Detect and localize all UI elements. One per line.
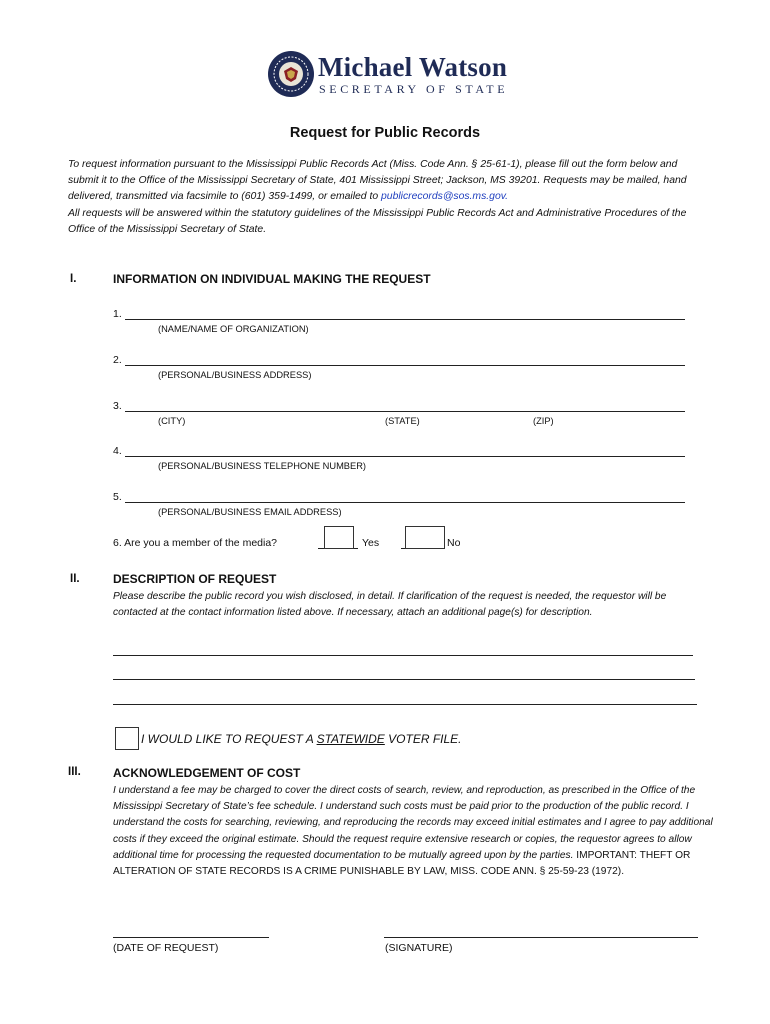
section2-heading: DESCRIPTION OF REQUEST [113,572,277,586]
voter-label-post: VOTER FILE. [384,732,462,746]
intro-line1: To request information pursuant to the Mississippi Public Records Act (Miss. Code Ann. § 25-61-1), please fill out the form below and submit it to the Office of the Mississippi Secretary of State, 401 Mississippi Street; Jackson, MS 39201. Requests may be mailed, hand delivered, transmitted via facsimile to (601) 359-1499, or emailed to [68,159,687,203]
intro-line2: All requests will be answered within the statutory guidelines of the Mississippi Public Records Act and Administrative Procedures of the Office of the Mississippi Secretary of State. [68,207,687,235]
address-field[interactable] [125,365,685,366]
media-no-label: No [447,537,461,549]
state-seal-icon [268,51,314,97]
statewide-voter-file-label [141,732,462,746]
media-yes-checkbox[interactable] [324,526,354,549]
email-field[interactable] [125,502,685,503]
field1-number: 1. [113,308,122,320]
media-no-checkbox[interactable] [405,526,445,549]
voter-label-pre: I WOULD LIKE TO REQUEST A [141,732,317,746]
email-link[interactable]: publicrecords@sos.ms.gov. [381,191,509,203]
section2-number: II. [70,573,80,585]
section1-heading: INFORMATION ON INDIVIDUAL MAKING THE REQUEST [113,272,431,286]
logo-subtitle: SECRETARY OF STATE [319,82,509,96]
city-state-zip-field[interactable] [125,411,685,412]
signature-label: (SIGNATURE) [385,942,453,954]
media-question: 6. Are you a member of the media? [113,537,278,549]
address-caption: (PERSONAL/BUSINESS ADDRESS) [158,370,312,380]
state-caption: (STATE) [385,416,420,426]
signature-field[interactable] [384,937,698,938]
state-seal-graphic [268,51,314,97]
name-field[interactable] [125,319,685,320]
statewide-voter-file-checkbox[interactable] [115,727,139,750]
media-yes-label: Yes [362,537,380,549]
field3-number: 3. [113,400,122,412]
intro-text [68,157,708,238]
field4-number: 4. [113,445,122,457]
zip-caption: (ZIP) [533,416,554,426]
city-caption: (CITY) [158,416,186,426]
description-line-2[interactable] [113,679,695,680]
section1-number: I. [70,273,77,285]
email-caption: (PERSONAL/BUSINESS EMAIL ADDRESS) [158,507,342,517]
acknowledgement-important: IMPORTANT: THEFT OR ALTERATION OF STATE RECORDS IS A CRIME PUNISHABLE BY LAW, MISS. CODE ANN. § 25-59-23 (1972). [113,849,691,878]
field5-number: 5. [113,491,122,503]
acknowledgement-italic: I understand a fee may be charged to cover the direct costs of search, review, and reproduction, as prescribed in the Office of the Mississippi Secretary of State’s fee schedule. I understand such costs must be paid prior to the production of the public record. I understand the costs for searching, reviewing, and reproducing the records may exceed initial estimates and I agree to pay additional costs if they exceed the original estimate. Should the request require extensive research or copies, the requestor agrees to allow additional time for processing the requested documentation to be mutually agreed upon by the parties. [113,785,713,861]
description-line-3[interactable] [113,704,697,705]
description-line-1[interactable] [113,655,693,656]
date-of-request-label: (DATE OF REQUEST) [113,942,219,954]
telephone-field[interactable] [125,456,685,457]
logo-name: Michael Watson [318,52,508,82]
date-of-request-field[interactable] [113,937,269,938]
section2-description: Please describe the public record you wish disclosed, in detail. If clarification of the request is needed, the requestor will be contacted at the contact information listed above. If necessary, attach an additional page(s) for description. [113,591,667,619]
section3-number: III. [68,766,81,778]
voter-label-emphasis: STATEWIDE [316,732,385,746]
section3-heading: ACKNOWLEDGEMENT OF COST [113,766,301,780]
telephone-caption: (PERSONAL/BUSINESS TELEPHONE NUMBER) [158,461,367,471]
name-caption: (NAME/NAME OF ORGANIZATION) [158,324,309,334]
field2-number: 2. [113,354,122,366]
acknowledgement-text [113,783,713,880]
page-title: Request for Public Records [289,125,481,141]
